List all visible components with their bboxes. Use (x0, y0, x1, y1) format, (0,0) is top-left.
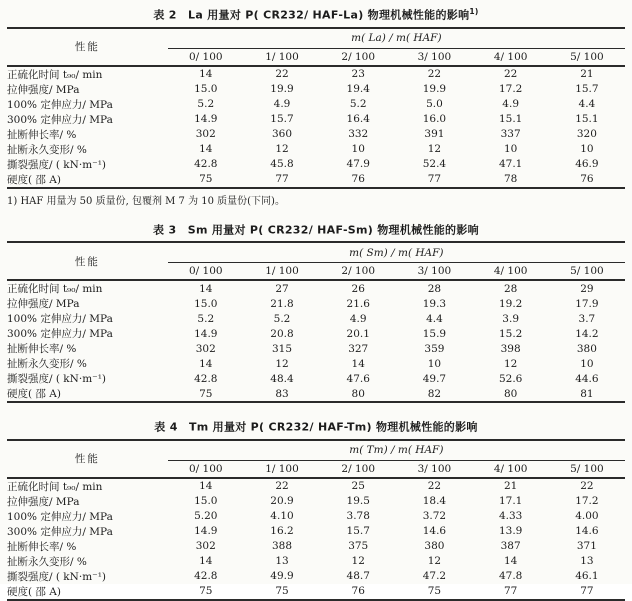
table4-header (7, 440, 625, 478)
property-label: 300% 定伸应力/ MPa (7, 328, 113, 341)
value-cell: 80 (351, 387, 365, 400)
table-row (7, 386, 625, 402)
table-row (7, 569, 625, 584)
table-row (7, 341, 625, 356)
value-cell: 10 (427, 357, 442, 370)
value-cell: 21 (580, 68, 594, 81)
value-cell: 14 (503, 555, 518, 568)
value-cell: 4.9 (349, 312, 367, 325)
value-cell: 20.8 (270, 327, 294, 340)
value-cell: 75 (199, 173, 213, 186)
value-cell: 80 (503, 387, 518, 400)
column-header: 4/ 100 (473, 460, 549, 478)
value-cell: 42.8 (194, 372, 218, 385)
table-row (7, 494, 625, 509)
value-cell: 12 (275, 357, 289, 370)
value-cell: 22 (275, 68, 289, 81)
value-cell: 47.6 (346, 372, 370, 385)
value-cell: 15.1 (575, 113, 599, 126)
value-cell: 52.6 (498, 372, 523, 385)
value-cell: 15.7 (575, 83, 599, 96)
property-label: 撕裂强度/ ( kN·m⁻¹) (7, 158, 107, 171)
value-cell: 14.9 (194, 327, 218, 340)
table4-caption-text: 表 4 Tm 用量对 P( CR232/ HAF-Tm) 物理机械性能的影响 (154, 420, 478, 434)
value-cell: 48.7 (346, 570, 370, 583)
value-cell: 332 (348, 128, 369, 141)
value-cell: 12 (503, 357, 518, 370)
value-cell: 3.72 (422, 510, 447, 523)
table-row (7, 371, 625, 386)
value-cell: 5.20 (194, 510, 218, 523)
value-cell: 52.4 (422, 158, 447, 171)
table2-property-column-header: 性能 (7, 28, 168, 66)
table-row (7, 509, 625, 524)
value-cell: 4.33 (498, 510, 523, 523)
value-cell: 15.7 (270, 113, 294, 126)
property-label: 300% 定伸应力/ MPa (7, 113, 113, 126)
table2-footnote-marker: 1) (469, 7, 479, 16)
value-cell: 76 (351, 173, 365, 186)
column-header: 3/ 100 (396, 460, 472, 478)
value-cell: 75 (275, 585, 289, 598)
value-cell: 12 (351, 555, 365, 568)
value-cell: 77 (580, 585, 594, 598)
value-cell: 19.9 (422, 83, 447, 96)
value-cell: 12 (275, 143, 289, 156)
value-cell: 14 (199, 480, 213, 493)
value-cell: 16.2 (270, 525, 294, 538)
property-label: 拉伸强度/ MPa (7, 298, 80, 311)
table-row (7, 584, 625, 600)
value-cell: 21.6 (346, 297, 370, 310)
value-cell: 75 (199, 585, 213, 598)
column-header: 1/ 100 (244, 48, 320, 66)
value-cell: 16.4 (346, 113, 370, 126)
table-row (7, 478, 625, 494)
property-label: 300% 定伸应力/ MPa (7, 525, 113, 538)
value-cell: 42.8 (194, 570, 218, 583)
table3-ratio-spanner-header: m( Sm) / m( HAF) (168, 242, 625, 263)
value-cell: 76 (580, 173, 594, 186)
value-cell: 13.9 (498, 525, 523, 538)
property-label: 扯断永久变形/ % (7, 358, 87, 371)
value-cell: 27 (275, 282, 289, 295)
column-header: 5/ 100 (549, 263, 625, 281)
table-row (7, 66, 625, 82)
value-cell: 28 (503, 282, 518, 295)
value-cell: 5.2 (197, 98, 215, 111)
value-cell: 5.2 (349, 98, 367, 111)
footnote: 1) HAF 用量为 50 质量份, 包覆剂 M 7 为 10 质量份(下同)。 (7, 195, 285, 207)
column-header: 5/ 100 (549, 48, 625, 66)
table2-body (7, 66, 625, 188)
value-cell: 14.6 (422, 525, 447, 538)
value-cell: 22 (580, 480, 594, 493)
value-cell: 75 (199, 387, 213, 400)
value-cell: 10 (580, 143, 594, 156)
table2-la-properties (7, 27, 625, 189)
value-cell: 14 (199, 555, 213, 568)
value-cell: 4.4 (426, 312, 443, 325)
table-row (7, 157, 625, 172)
value-cell: 4.9 (273, 98, 291, 111)
value-cell: 44.6 (575, 372, 599, 385)
table2-caption-text: 表 2 La 用量对 P( CR232/ HAF-La) 物理机械性能的影响 (153, 8, 470, 22)
property-label: 硬度( 邵 A) (7, 173, 61, 186)
value-cell: 388 (271, 540, 293, 553)
value-cell: 360 (271, 128, 293, 141)
value-cell: 49.7 (422, 372, 447, 385)
column-header: 4/ 100 (473, 263, 549, 281)
value-cell: 19.9 (270, 83, 294, 96)
value-cell: 302 (195, 128, 216, 141)
value-cell: 17.2 (498, 83, 523, 96)
column-header: 5/ 100 (549, 460, 625, 478)
table-row (7, 311, 625, 326)
table-row (7, 554, 625, 569)
property-label: 硬度( 邵 A) (7, 585, 61, 598)
value-cell: 302 (195, 342, 216, 355)
value-cell: 15.0 (194, 83, 218, 96)
property-label: 正硫化时间 t₉₀/ min (7, 283, 103, 296)
value-cell: 77 (503, 585, 518, 598)
table2-ratio-spanner-header: m( La) / m( HAF) (168, 28, 625, 49)
value-cell: 22 (427, 480, 442, 493)
value-cell: 17.1 (498, 495, 523, 508)
value-cell: 5.2 (273, 312, 291, 325)
property-label: 扯断永久变形/ % (7, 555, 87, 568)
column-header: 4/ 100 (473, 48, 549, 66)
property-label: 撕裂强度/ ( kN·m⁻¹) (7, 570, 107, 583)
value-cell: 22 (503, 68, 518, 81)
table-row (7, 280, 625, 296)
value-cell: 320 (576, 128, 597, 141)
value-cell: 45.8 (270, 158, 294, 171)
value-cell: 5.0 (426, 98, 443, 111)
value-cell: 14 (199, 282, 213, 295)
column-header: 2/ 100 (320, 460, 396, 478)
value-cell: 21.8 (270, 297, 294, 310)
value-cell: 5.2 (197, 312, 215, 325)
table3-sm-properties (7, 241, 625, 403)
column-header: 0/ 100 (168, 48, 244, 66)
value-cell: 77 (427, 173, 442, 186)
table-row (7, 172, 625, 188)
property-label: 扯断伸长率/ % (7, 540, 77, 553)
column-header: 0/ 100 (168, 263, 244, 281)
value-cell: 21 (503, 480, 518, 493)
table-row (7, 356, 625, 371)
value-cell: 15.0 (194, 495, 218, 508)
value-cell: 380 (576, 342, 597, 355)
value-cell: 315 (271, 342, 293, 355)
value-cell: 12 (427, 143, 442, 156)
table-row (7, 326, 625, 341)
value-cell: 13 (580, 555, 594, 568)
value-cell: 14.9 (194, 113, 218, 126)
property-label: 扯断伸长率/ % (7, 128, 77, 141)
value-cell: 76 (351, 585, 365, 598)
value-cell: 48.4 (270, 372, 294, 385)
value-cell: 15.9 (422, 327, 447, 340)
value-cell: 3.78 (346, 510, 370, 523)
value-cell: 15.0 (194, 297, 218, 310)
value-cell: 15.1 (498, 113, 523, 126)
value-cell: 81 (580, 387, 594, 400)
column-header: 1/ 100 (244, 263, 320, 281)
value-cell: 17.2 (575, 495, 599, 508)
property-label: 扯断伸长率/ % (7, 343, 77, 356)
table-row (7, 112, 625, 127)
table3-property-column-header: 性能 (7, 242, 168, 280)
value-cell: 327 (348, 342, 369, 355)
table-row (7, 127, 625, 142)
table3-header (7, 242, 625, 280)
value-cell: 4.9 (502, 98, 519, 111)
value-cell: 29 (580, 282, 594, 295)
value-cell: 19.2 (498, 297, 523, 310)
column-header: 2/ 100 (320, 48, 396, 66)
table4-body (7, 478, 625, 600)
value-cell: 15.7 (346, 525, 370, 538)
value-cell: 23 (351, 68, 365, 81)
table2-header (7, 28, 625, 66)
value-cell: 83 (275, 387, 289, 400)
column-header: 3/ 100 (396, 48, 472, 66)
table-row (7, 82, 625, 97)
value-cell: 398 (500, 342, 521, 355)
value-cell: 82 (427, 387, 442, 400)
value-cell: 10 (503, 143, 518, 156)
value-cell: 4.10 (270, 510, 294, 523)
value-cell: 46.1 (575, 570, 599, 583)
value-cell: 46.9 (575, 158, 599, 171)
value-cell: 337 (500, 128, 521, 141)
value-cell: 19.5 (346, 495, 370, 508)
column-header: 1/ 100 (244, 460, 320, 478)
value-cell: 20.1 (346, 327, 370, 340)
property-label: 硬度( 邵 A) (7, 388, 61, 401)
value-cell: 3.7 (578, 312, 596, 325)
value-cell: 14.6 (575, 525, 599, 538)
value-cell: 4.4 (578, 98, 596, 111)
value-cell: 49.9 (270, 570, 294, 583)
table3-caption (7, 220, 625, 238)
value-cell: 47.9 (346, 158, 370, 171)
value-cell: 371 (576, 540, 597, 553)
column-header: 3/ 100 (396, 263, 472, 281)
table4-caption (7, 417, 625, 435)
value-cell: 14.9 (194, 525, 218, 538)
property-label: 100% 定伸应力/ MPa (7, 313, 113, 326)
value-cell: 19.4 (346, 83, 370, 96)
property-label: 扯断永久变形/ % (7, 143, 87, 156)
value-cell: 47.8 (498, 570, 523, 583)
value-cell: 10 (351, 143, 365, 156)
value-cell: 25 (351, 480, 365, 493)
value-cell: 14 (199, 143, 213, 156)
value-cell: 22 (427, 68, 442, 81)
value-cell: 359 (424, 342, 445, 355)
value-cell: 4.00 (575, 510, 599, 523)
table-row (7, 296, 625, 311)
value-cell: 3.9 (502, 312, 519, 325)
property-label: 正硫化时间 t₉₀/ min (7, 68, 103, 81)
property-label: 拉伸强度/ MPa (7, 83, 80, 96)
table-row (7, 142, 625, 157)
table3-body (7, 280, 625, 402)
table2-caption (7, 5, 625, 23)
table4-property-column-header: 性能 (7, 440, 168, 478)
table-row (7, 539, 625, 554)
value-cell: 17.9 (575, 297, 599, 310)
value-cell: 13 (275, 555, 289, 568)
value-cell: 14 (351, 357, 365, 370)
property-label: 100% 定伸应力/ MPa (7, 98, 113, 111)
property-label: 拉伸强度/ MPa (7, 495, 80, 508)
table-row (7, 524, 625, 539)
value-cell: 28 (427, 282, 442, 295)
value-cell: 380 (424, 540, 445, 553)
value-cell: 15.2 (498, 327, 523, 340)
property-label: 撕裂强度/ ( kN·m⁻¹) (7, 373, 107, 386)
value-cell: 47.1 (498, 158, 523, 171)
value-cell: 18.4 (422, 495, 447, 508)
value-cell: 375 (348, 540, 369, 553)
value-cell: 10 (580, 357, 594, 370)
value-cell: 26 (351, 282, 365, 295)
value-cell: 12 (427, 555, 442, 568)
value-cell: 47.2 (422, 570, 447, 583)
table3-caption-text: 表 3 Sm 用量对 P( CR232/ HAF-Sm) 物理机械性能的影响 (153, 223, 479, 237)
table-row (7, 97, 625, 112)
value-cell: 77 (275, 173, 289, 186)
table4-tm-properties (7, 439, 625, 601)
value-cell: 42.8 (194, 158, 218, 171)
value-cell: 302 (195, 540, 216, 553)
value-cell: 20.9 (270, 495, 294, 508)
value-cell: 391 (424, 128, 445, 141)
value-cell: 387 (500, 540, 521, 553)
column-header: 0/ 100 (168, 460, 244, 478)
value-cell: 14.2 (575, 327, 599, 340)
property-label: 100% 定伸应力/ MPa (7, 510, 113, 523)
value-cell: 14 (199, 357, 213, 370)
table4-ratio-spanner-header: m( Tm) / m( HAF) (168, 440, 625, 461)
value-cell: 75 (427, 585, 442, 598)
column-header: 2/ 100 (320, 263, 396, 281)
value-cell: 22 (275, 480, 289, 493)
value-cell: 78 (503, 173, 518, 186)
property-label: 正硫化时间 t₉₀/ min (7, 480, 103, 493)
value-cell: 14 (199, 68, 213, 81)
value-cell: 16.0 (422, 113, 447, 126)
value-cell: 19.3 (422, 297, 447, 310)
